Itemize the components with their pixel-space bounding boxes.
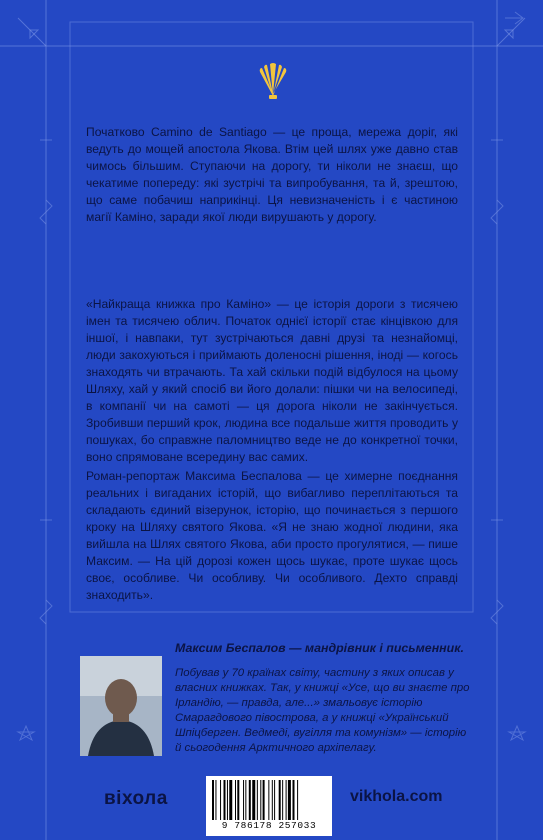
scallop-shell-icon [258, 62, 288, 102]
isbn-barcode [206, 776, 332, 836]
book-description-paragraph: «Найкраща книжка про Каміно» — це історія дороги з тисячею імен та тисячею облич. Початок однієї історії стає кінцівкою для іншої, і навпаки, тут зустрічаються давні друзі та незнайомці, люди закохуються і приймають доленосні рішення, іноді — когось знаходять чи втрачають. Та хай скільки подій відбулося на цьому Шляху, хай у який спосіб ви його долали: пішки чи на велосипеді, в компанії чи на самоті — ця дорога ніколи не закінчується. Зробивши перший крок, людина все подальше життя проводить у пошуках, бо справжне паломництво веде не до конкретної точки, воно спрямоване всередину вас самих. [86, 297, 458, 464]
reportage-paragraph: Роман-репортаж Максима Беспалова — це химерне поєднання реальних і вигаданих історій, що вибагливо переплітаються та складають єдиний візерунок, історію, що починається з першого кроку на Шляху святого Якова. «Я не знаю жодної людини, яка вийшла на Шлях святого Якова, аби просто прогулятися, — пише Максим. — На цій дорозі кожен щось шукає, проте шукає щось своє, особливе. Чи особливу. Чи особливого. Дехто справді знаходить». [86, 469, 458, 602]
author-photo [80, 656, 162, 756]
publisher-website: vikhola.com [350, 788, 443, 805]
publisher-logo: віхола [104, 788, 168, 809]
author-heading: Максим Беспалов — мандрівник і письменник. [175, 641, 464, 655]
isbn-number: 9 786178 257033 [221, 820, 317, 831]
intro-paragraph: Початково Camino de Santiago — це проща, мережа доріг, які ведуть до мощей апостола Якова. Втім цей шлях уже давно став чимось більшим. Ступаючи на дорогу, ти ніколи не знаєш, що чекатиме попереду: які зустрічі та випробування, та й, зрештою, що саме побачиш наприкінці. Ця невизначеність і є частиною магії Каміно, заради якої люди вирушають у дорогу. [86, 125, 458, 224]
author-bio: Побував у 70 країнах світу, частину з яких описав у власних книжках. Так, у книжці «Усе, що ви знаєте про Ірландію, — правда, але...» змальовує історію Смарагдового півострова, а у книжці «Український Шпіцберген. Ведмеді, вугілля та комунізм» — історію й сьогодення Арктичного архіпелагу. [175, 667, 470, 754]
